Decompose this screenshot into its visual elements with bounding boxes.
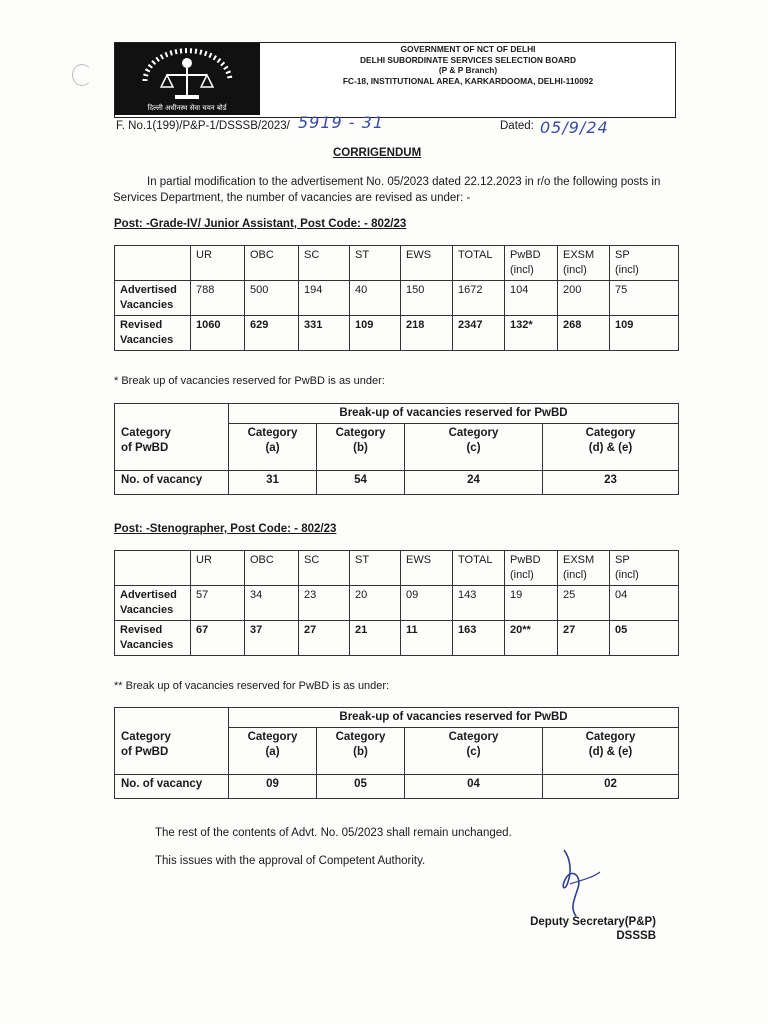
- board-name: DELHI SUBORDINATE SERVICES SELECTION BOARD: [359, 54, 577, 65]
- cell: 163: [453, 621, 505, 656]
- post-heading: Post: -Grade-IV/ Junior Assistant, Post Code: - 802/23: [114, 218, 407, 230]
- breakup-header: Break-up of vacancies reserved for PwBD: [229, 708, 679, 728]
- table-row: [115, 621, 679, 656]
- cell: 2347: [453, 316, 505, 351]
- header-cell: SC: [299, 551, 350, 586]
- header-cell: SP (incl): [610, 551, 679, 586]
- gov-name: GOVERNMENT OF NCT OF DELHI: [400, 44, 536, 54]
- header-cell: UR: [191, 551, 245, 586]
- pwbd-note: ** Break up of vacancies reserved for PwBD is as under:: [114, 680, 390, 692]
- signature-scribble: [552, 848, 612, 920]
- cell: 1672: [453, 281, 505, 316]
- row-label: No. of vacancy: [115, 471, 229, 495]
- cell: 19: [505, 586, 558, 621]
- table-row: [115, 775, 679, 799]
- table-row: [115, 281, 679, 316]
- closing-line: The rest of the contents of Advt. No. 05/2023 shall remain unchanged.: [155, 827, 512, 839]
- row-label: Advertised Vacancies: [115, 281, 191, 316]
- header-cell: Category (d) & (e): [543, 424, 679, 471]
- table-header-row: [115, 246, 679, 281]
- header-cell: Category (a): [229, 424, 317, 471]
- signature-block: [470, 915, 656, 943]
- vacancy-table: [114, 550, 679, 656]
- cell: 21: [350, 621, 401, 656]
- organisation-block: [262, 44, 674, 86]
- cell: 109: [610, 316, 679, 351]
- header-cell: OBC: [245, 246, 299, 281]
- cell: 331: [299, 316, 350, 351]
- cell: 27: [558, 621, 610, 656]
- cell: 143: [453, 586, 505, 621]
- header-cell: EXSM (incl): [558, 246, 610, 281]
- closing-line: This issues with the approval of Competent Authority.: [155, 855, 426, 867]
- post-heading: Post: -Stenographer, Post Code: - 802/23: [114, 523, 337, 535]
- header-cell: PwBD (incl): [505, 246, 558, 281]
- header-cell: TOTAL: [453, 551, 505, 586]
- cell: 09: [229, 775, 317, 799]
- row-label: Advertised Vacancies: [115, 586, 191, 621]
- cell: 04: [610, 586, 679, 621]
- header-cell: ST: [350, 551, 401, 586]
- header-cell: Category (b): [317, 728, 405, 775]
- table-header-row: [115, 404, 679, 424]
- corner-cell: [115, 551, 191, 586]
- pwbd-breakup-table: [114, 707, 679, 799]
- header-cell: Category (c): [405, 424, 543, 471]
- cell: 200: [558, 281, 610, 316]
- cell: 67: [191, 621, 245, 656]
- row-label: No. of vacancy: [115, 775, 229, 799]
- header-cell: UR: [191, 246, 245, 281]
- header-cell: Category (d) & (e): [543, 728, 679, 775]
- punch-hole-mark: [72, 64, 92, 86]
- cell: 268: [558, 316, 610, 351]
- intro-paragraph: In partial modification to the advertisement No. 05/2023 dated 22.12.2023 in r/o the following posts in Services Department, the number of vacancies are revised as under: -: [113, 176, 661, 204]
- cell: 109: [350, 316, 401, 351]
- breakup-header: Break-up of vacancies reserved for PwBD: [229, 404, 679, 424]
- cell: 31: [229, 471, 317, 495]
- cell: 37: [245, 621, 299, 656]
- header-cell: OBC: [245, 551, 299, 586]
- document-title: CORRIGENDUM: [333, 147, 422, 159]
- svg-text:दिल्ली अधीनस्थ सेवा चयन बोर्ड: दिल्ली अधीनस्थ सेवा चयन बोर्ड: [147, 104, 227, 112]
- cell: 23: [299, 586, 350, 621]
- cell: 218: [401, 316, 453, 351]
- header-cell: ST: [350, 246, 401, 281]
- header-cell: EWS: [401, 551, 453, 586]
- header-cell: Category (a): [229, 728, 317, 775]
- cell: 23: [543, 471, 679, 495]
- handwritten-dispatch-number: 5919 - 31: [298, 113, 385, 132]
- header-cell: Category (c): [405, 728, 543, 775]
- cell: 27: [299, 621, 350, 656]
- cell: 09: [401, 586, 453, 621]
- signatory-designation: Deputy Secretary(P&P): [530, 916, 656, 928]
- cell: 24: [405, 471, 543, 495]
- cell: 40: [350, 281, 401, 316]
- cell: 20: [350, 586, 401, 621]
- dsssb-logo: [115, 43, 260, 115]
- table-row: [115, 471, 679, 495]
- cell: 11: [401, 621, 453, 656]
- header-cell: SP (incl): [610, 246, 679, 281]
- table-header-row: [115, 551, 679, 586]
- header-cell: Category (b): [317, 424, 405, 471]
- dated-label: Dated:: [500, 120, 534, 132]
- header-cell: PwBD (incl): [505, 551, 558, 586]
- cell: 57: [191, 586, 245, 621]
- cell: 788: [191, 281, 245, 316]
- vacancy-table: [114, 245, 679, 351]
- signatory-office: DSSSB: [616, 930, 656, 942]
- header-cell: TOTAL: [453, 246, 505, 281]
- pwbd-note: * Break up of vacancies reserved for PwBD is as under:: [114, 375, 385, 387]
- cell: 04: [405, 775, 543, 799]
- cell: 104: [505, 281, 558, 316]
- category-label: Category of PwBD: [115, 404, 229, 471]
- header-cell: EWS: [401, 246, 453, 281]
- corner-cell: [115, 246, 191, 281]
- cell: 25: [558, 586, 610, 621]
- cell: 194: [299, 281, 350, 316]
- file-number: F. No.1(199)/P&P-1/DSSSB/2023/: [116, 120, 290, 132]
- row-label: Revised Vacancies: [115, 316, 191, 351]
- cell: 132*: [505, 316, 558, 351]
- category-label: Category of PwBD: [115, 708, 229, 775]
- cell: 75: [610, 281, 679, 316]
- cell: 34: [245, 586, 299, 621]
- table-row: [115, 316, 679, 351]
- cell: 05: [610, 621, 679, 656]
- header-cell: EXSM (incl): [558, 551, 610, 586]
- cell: 150: [401, 281, 453, 316]
- header-cell: SC: [299, 246, 350, 281]
- address: FC-18, INSTITUTIONAL AREA, KARKARDOOMA, DELHI-110092: [342, 75, 594, 86]
- cell: 05: [317, 775, 405, 799]
- cell: 500: [245, 281, 299, 316]
- branch-name: (P & P Branch): [438, 65, 498, 76]
- cell: 629: [245, 316, 299, 351]
- cell: 20**: [505, 621, 558, 656]
- pwbd-breakup-table: [114, 403, 679, 495]
- cell: 54: [317, 471, 405, 495]
- cell: 02: [543, 775, 679, 799]
- table-header-row: [115, 708, 679, 728]
- cell: 1060: [191, 316, 245, 351]
- handwritten-date: 05/9/24: [540, 118, 609, 137]
- table-row: [115, 586, 679, 621]
- row-label: Revised Vacancies: [115, 621, 191, 656]
